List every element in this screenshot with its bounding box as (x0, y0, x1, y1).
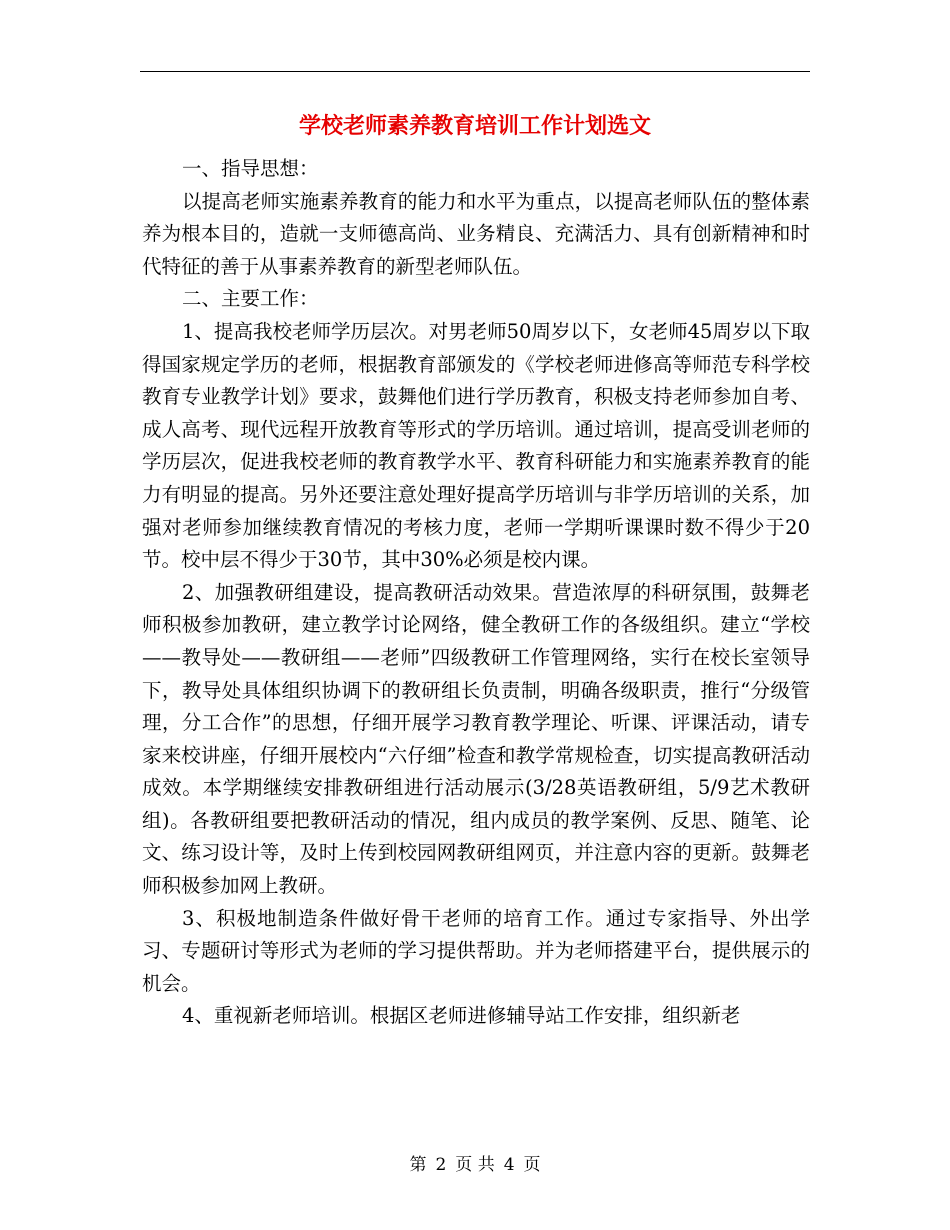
footer-page-number: 2 (435, 1155, 447, 1175)
page-footer (0, 1152, 950, 1178)
section-heading-main-work: 二、主要工作： (182, 287, 319, 311)
section-heading-guiding-ideology: 一、指导思想： (182, 157, 319, 180)
document-body (142, 153, 810, 1033)
paragraph-work-item-4: 4、重视新老师培训。根据区老师进修辅导站工作安排，组织新老 (182, 1004, 741, 1028)
footer-suffix: 页 (523, 1155, 541, 1175)
footer-total-pages: 4 (503, 1155, 515, 1175)
paragraph-work-item-2: 2、加强教研组建设，提高教研活动效果。营造浓厚的科研氛围，鼓舞老师积极参加教研，建立教学讨论网络，健全教研工作的各级组织。建立“学校——教导处——教研组——老师”四级教研工作管理网络，实行在校长室领导下，教导处具体组织协调下的教研组长负责制，明确各级职责，推行“分级管理，分工合作”的思想，仔细开展学习教育教学理论、听课、评课活动，请专家来校讲座，仔细开展校内“六仔细”检查和教学常规检查，切实提高教研活动成效。本学期继续安排教研组进行活动展示(3/28英语教研组，5/9艺术教研组)。各教研组要把教研活动的情况，组内成员的教学案例、反思、随笔、论文、练习设计等，及时上传到校园网教研组网页，并注意内容的更新。鼓舞老师积极参加网上教研。 (142, 580, 810, 898)
header-rule (140, 71, 810, 72)
paragraph-work-item-1: 1、提高我校老师学历层次。对男老师50周岁以下，女老师45周岁以下取得国家规定学历的老师，根据教育部颁发的《学校老师进修高等师范专科学校教育专业教学计划》要求，鼓舞他们进行学历教育，积极支持老师参加自考、成人高考、现代远程开放教育等形式的学历培训。通过培训，提高受训老师的学历层次，促进我校老师的教育教学水平、教育科研能力和实施素养教育的能力有明显的提高。另外还要注意处理好提高学历培训与非学历培训的关系，加强对老师参加继续教育情况的考核力度，老师一学期听课课时数不得少于20节。校中层不得少于30节，其中30%必须是校内课。 (142, 319, 810, 572)
paragraph-work-item-3: 3、积极地制造条件做好骨干老师的培育工作。通过专家指导、外出学习、专题研讨等形式为老师的学习提供帮助。并为老师搭建平台，提供展示的机会。 (142, 906, 810, 995)
paragraph-guiding-ideology: 以提高老师实施素养教育的能力和水平为重点，以提高老师队伍的整体素养为根本目的，造就一支师德高尚、业务精良、充满活力、具有创新精神和时代特征的善于从事素养教育的新型老师队伍。 (142, 189, 810, 278)
footer-middle: 页 共 (455, 1155, 495, 1175)
document-title: 学校老师素养教育培训工作计划选文 (298, 113, 651, 139)
footer-prefix: 第 (409, 1155, 427, 1175)
